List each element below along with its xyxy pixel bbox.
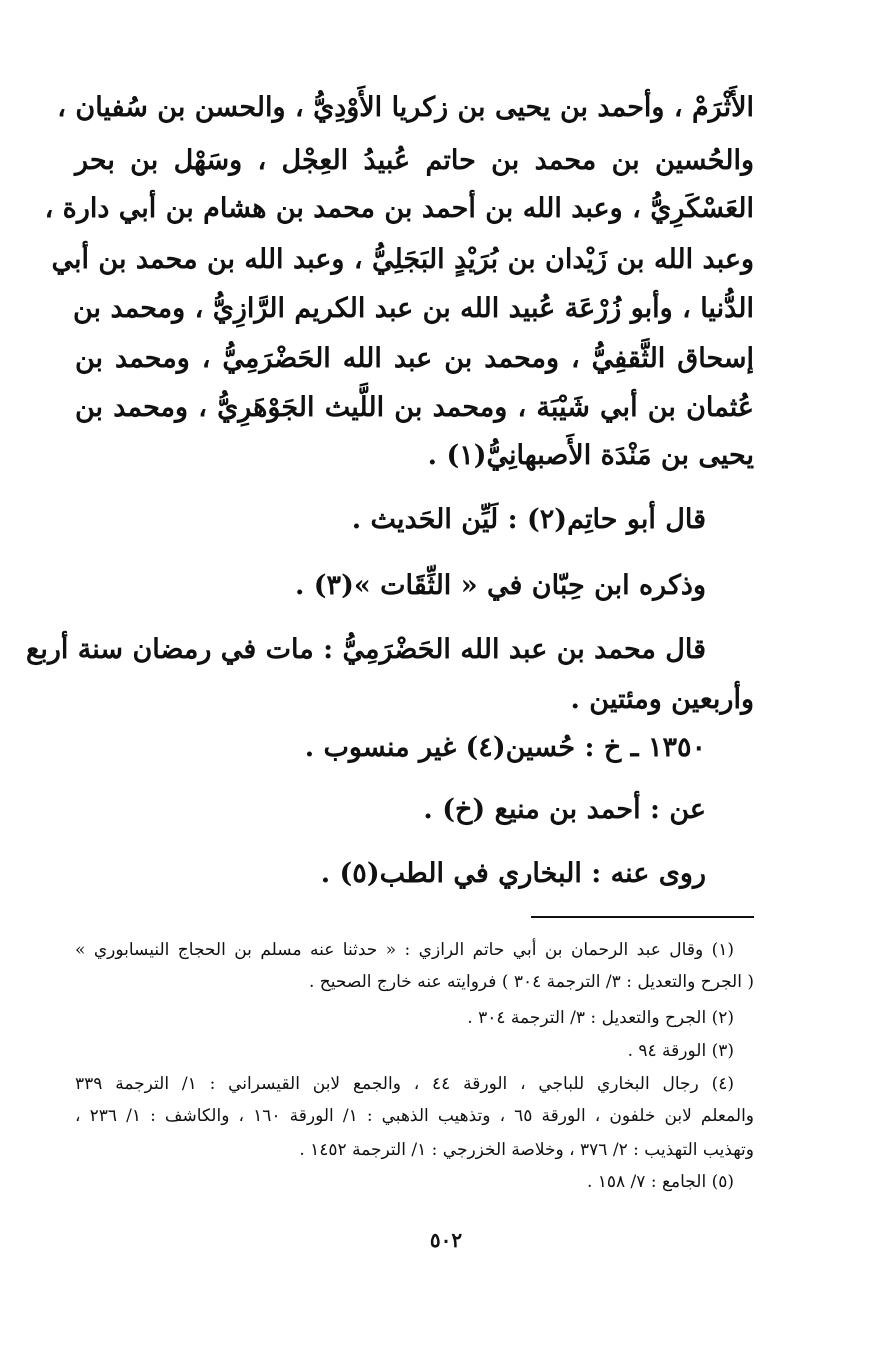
main-text-line: العَسْكَرِيُّ ، وعبد الله بن أحمد بن محمد بن هشام بن أبي دارة ، (44, 193, 754, 224)
main-text-line: يحيى بن مَنْدَة الأَصبهانِيُّ(١) . (427, 440, 754, 471)
footnote-line: (٤) رجال البخاري للباجي ، الورقة ٤٤ ، والجمع لابن القيسراني : ١/ الترجمة ٣٣٩ (75, 1074, 734, 1094)
footnote-separator (531, 916, 754, 918)
ibn-hibban-statement: وذكره ابن حِبّان في « الثِّقَات »(٣) . (294, 570, 706, 601)
page-number: ٥٠٢ (429, 1228, 463, 1252)
entry-narrated-by: روى عنه : البخاري في الطب(٥) . (320, 858, 706, 889)
main-text-line: الأَثْرَمْ ، وأحمد بن يحيى بن زكريا الأَوْدِيُّ ، والحسن بن سُفيان ، (57, 92, 754, 123)
main-text-line: وعبد الله بن زَيْدان بن بُرَيْدٍ البَجَلِيُّ ، وعبد الله بن محمد بن أبي (51, 244, 754, 275)
footnote-line: وتهذيب التهذيب : ٢/ ٣٧٦ ، وخلاصة الخزرجي : ١/ الترجمة ١٤٥٢ . (299, 1140, 754, 1160)
footnote-line: (٣) الورقة ٩٤ . (627, 1041, 734, 1061)
footnote-line: ( الجرح والتعديل : ٣/ الترجمة ٣٠٤ ) فروايته عنه خارج الصحيح . (309, 972, 754, 992)
footnote-line: (٢) الجرح والتعديل : ٣/ الترجمة ٣٠٤ . (467, 1008, 734, 1028)
footnote-line: (٥) الجامع : ٧/ ١٥٨ . (586, 1172, 734, 1192)
hadrami-statement-continued: وأربعين ومئتين . (570, 684, 754, 715)
main-text-line: الدُّنيا ، وأبو زُرْعَة عُبيد الله بن عبد الكريم الرَّازِيُّ ، ومحمد بن (73, 293, 754, 324)
main-text-line: عُثمان بن أبي شَيْبَة ، ومحمد بن اللَّيث الجَوْهَرِيُّ ، ومحمد بن (75, 392, 754, 423)
entry-header: ١٣٥٠ ـ خ : حُسين(٤) غير منسوب . (304, 732, 706, 763)
footnote-line: (١) وقال عبد الرحمان بن أبي حاتم الرازي : « حدثنا عنه مسلم بن الحجاج النيسابوري » (75, 940, 734, 960)
main-text-line: إسحاق الثَّقفِيُّ ، ومحمد بن عبد الله الحَضْرَمِيُّ ، ومحمد بن (75, 343, 754, 374)
footnote-line: والمعلم لابن خلفون ، الورقة ٦٥ ، وتذهيب الذهبي : ١/ الورقة ١٦٠ ، والكاشف : ١/ ٢٣٦ ، (75, 1106, 755, 1126)
hadrami-statement: قال محمد بن عبد الله الحَضْرَمِيُّ : مات في رمضان سنة أربع (25, 634, 706, 665)
abu-hatim-statement: قال أبو حاتِم(٢) : لَيِّن الحَديث . (351, 504, 706, 535)
entry-narrated-from: عن : أحمد بن منيع (خ) . (423, 794, 706, 825)
main-text-line: والحُسين بن محمد بن حاتم عُبيدُ العِجْل ، وسَهْل بن بحر (75, 145, 754, 176)
